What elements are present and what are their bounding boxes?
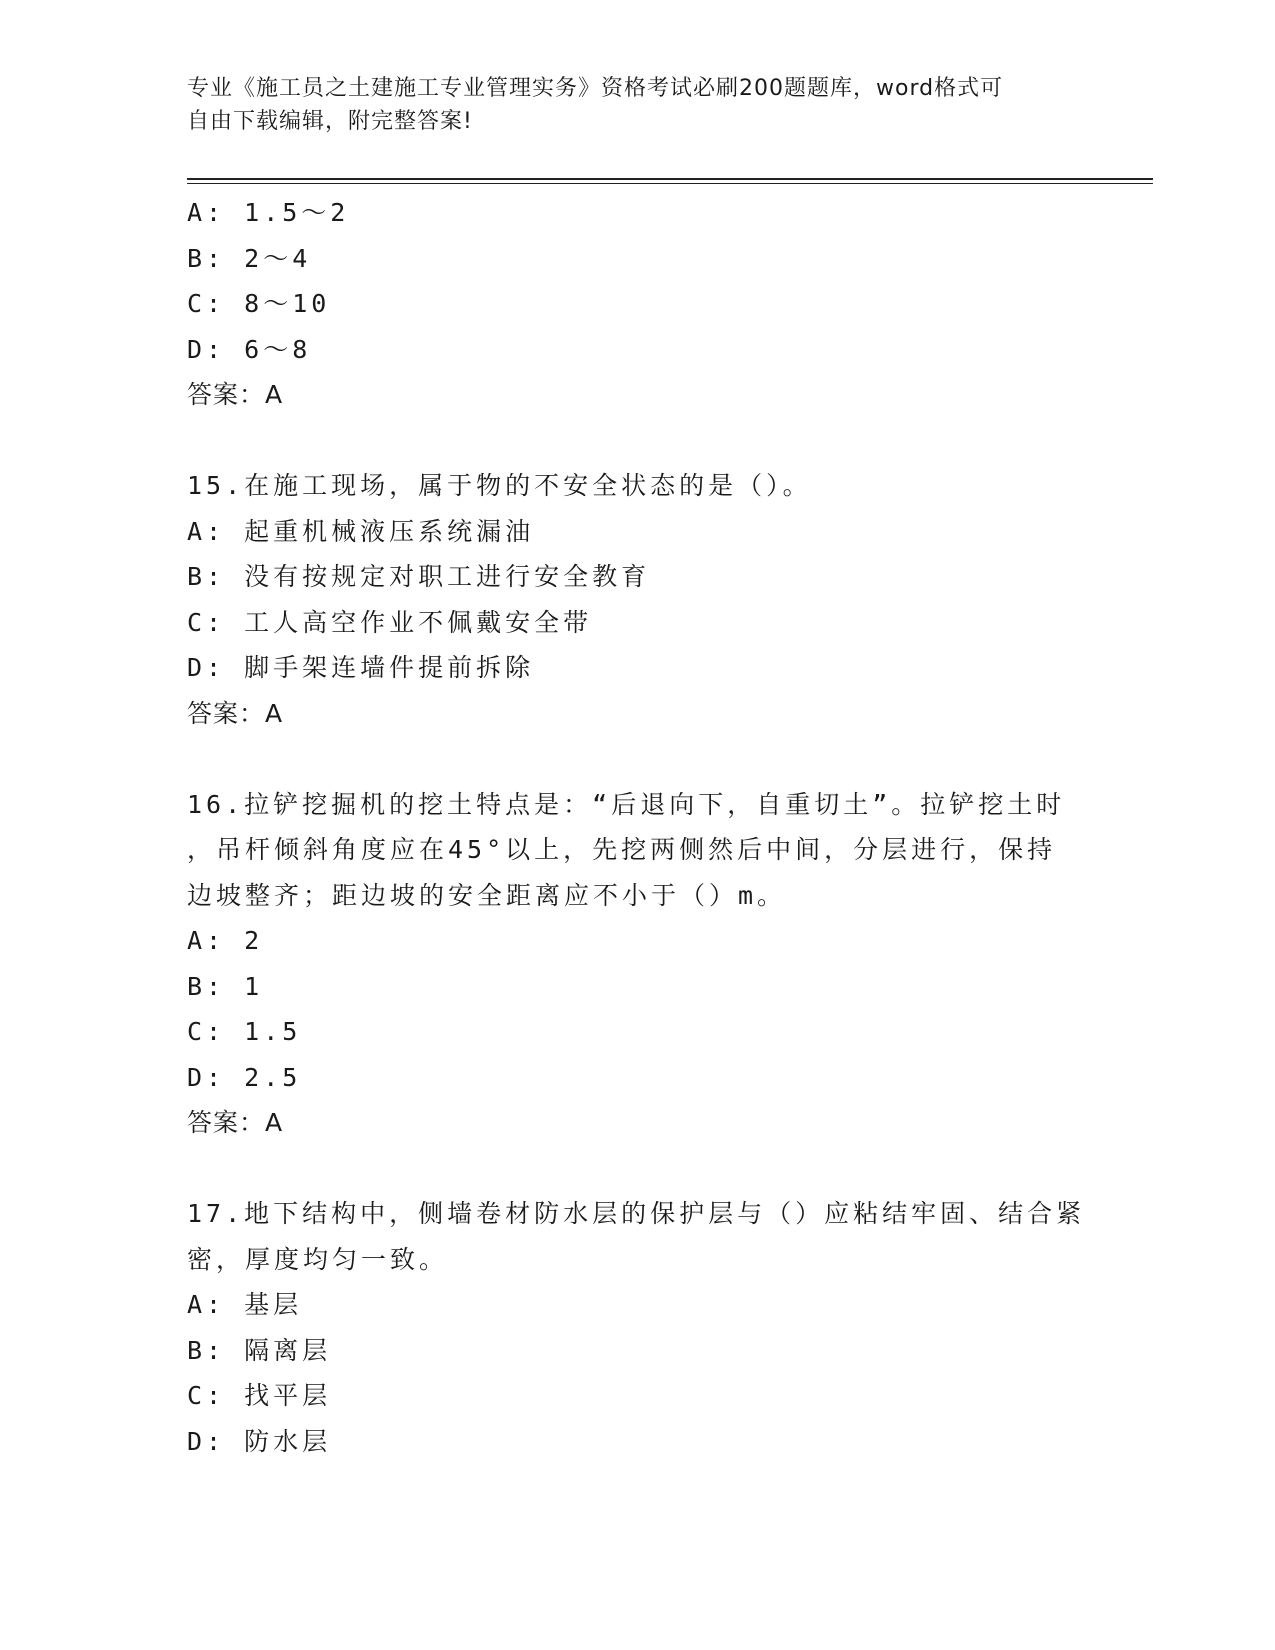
- question-text: 15.在施工现场，属于物的不安全状态的是（）。: [187, 471, 812, 500]
- option-a: A: 2: [187, 926, 264, 955]
- header-rule-thin: [187, 183, 1153, 184]
- question-17: [187, 1191, 1087, 1464]
- question-16: [187, 782, 1087, 1146]
- spacer: [187, 1146, 1087, 1192]
- option-a: A: 起重机械液压系统漏油: [187, 516, 535, 546]
- question-text-line-1: 17.地下结构中，侧墙卷材防水层的保护层与（）应粘结牢固、结合紧: [187, 1199, 1086, 1228]
- question-list: [187, 190, 1087, 1464]
- header-title-line-1: 专业《施工员之土建施工专业管理实务》资格考试必刷200题题库，word格式可: [187, 76, 1004, 101]
- question-14: [187, 190, 1087, 418]
- question-15: [187, 463, 1087, 736]
- option-b: B: 1: [187, 971, 264, 1001]
- option-b: B: 2～4: [187, 243, 312, 273]
- answer: 答案：A: [187, 1108, 284, 1137]
- question-text-line-1: 16.拉铲挖掘机的挖土特点是：“后退向下，自重切土”。拉铲挖土时: [187, 789, 1066, 819]
- answer: 答案：A: [187, 380, 284, 409]
- question-text-line-2: 密，厚度均匀一致。: [187, 1244, 449, 1274]
- document-header: [187, 72, 1067, 138]
- question-text-line-3: 边坡整齐；距边坡的安全距离应不小于（）m。: [187, 880, 787, 910]
- option-a: A: 1.5～2: [187, 198, 350, 227]
- option-c: C: 1.5: [187, 1017, 302, 1046]
- option-b: B: 没有按规定对职工进行安全教育: [187, 562, 651, 591]
- option-c: C: 工人高空作业不佩戴安全带: [187, 607, 593, 637]
- option-d: D: 2.5: [187, 1062, 302, 1092]
- option-d: D: 6～8: [187, 334, 312, 364]
- question-text-line-2: ，吊杆倾斜角度应在45°以上，先挖两侧然后中间，分层进行，保持: [187, 835, 1057, 864]
- option-d: D: 脚手架连墙件提前拆除: [187, 653, 535, 682]
- option-c: C: 找平层: [187, 1381, 332, 1410]
- option-b: B: 隔离层: [187, 1335, 332, 1365]
- answer: 答案：A: [187, 698, 284, 728]
- option-c: C: 8～10: [187, 289, 331, 318]
- header-title-line-2: 自由下载编辑，附完整答案!: [187, 109, 473, 134]
- spacer: [187, 418, 1087, 464]
- option-d: D: 防水层: [187, 1426, 332, 1456]
- header-rule-thick: [187, 178, 1153, 180]
- option-a: A: 基层: [187, 1290, 303, 1319]
- spacer: [187, 736, 1087, 782]
